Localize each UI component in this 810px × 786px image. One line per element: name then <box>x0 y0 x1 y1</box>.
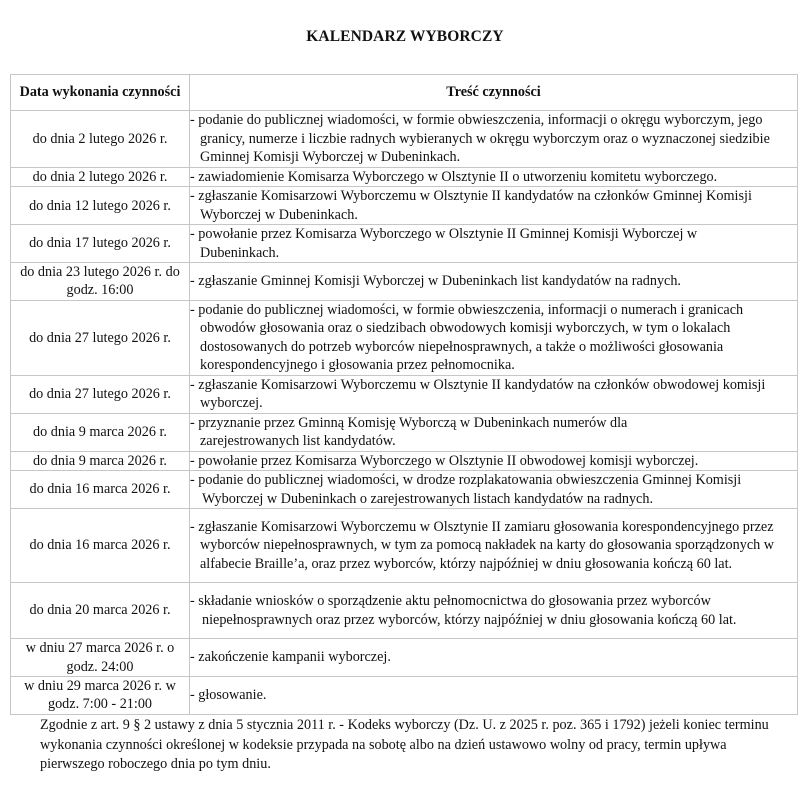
row-date: do dnia 23 lutego 2026 r. do godz. 16:00 <box>11 263 190 301</box>
row-task-text: - zgłaszanie Komisarzowi Wyborczemu w Olsztynie II kandydatów na członków Gminnej Komisji Wyborczej w Dubeninkach. <box>190 188 752 223</box>
table-row <box>11 509 798 583</box>
row-date: w dniu 29 marca 2026 r. w godz. 7:00 - 21:00 <box>11 677 190 715</box>
table-row <box>11 639 798 677</box>
table-row <box>11 168 798 187</box>
row-task-text: - zawiadomienie Komisarza Wyborczego w Olsztynie II o utworzeniu komitetu wyborczego. <box>190 169 718 185</box>
row-task <box>190 300 798 375</box>
table-row <box>11 225 798 263</box>
row-task <box>190 111 798 168</box>
row-task-text: - zgłaszanie Gminnej Komisji Wyborczej w Dubeninkach list kandydatów na radnych. <box>190 273 681 290</box>
row-date: do dnia 12 lutego 2026 r. <box>11 187 190 225</box>
row-task-text: - zgłaszanie Komisarzowi Wyborczemu w Olsztynie II kandydatów na członków obwodowej komisji wyborczej. <box>190 376 766 412</box>
row-task-text: - głosowanie. <box>190 687 267 704</box>
row-date: do dnia 16 marca 2026 r. <box>11 509 190 583</box>
table-row <box>11 111 798 168</box>
row-task-text: - zgłaszanie Komisarzowi Wyborczemu w Olsztynie II zamiaru głosowania korespondencyjnego przez wyborców niepełnosprawnych, w tym za pomocą nakładek na karty do głosowania sporządzonych w alfabecie Braille’a, oraz przez wyborców, którzy najpóźniej w dniu głosowania kończą 60 lat. <box>190 518 775 572</box>
row-task <box>190 639 798 677</box>
row-task <box>190 677 798 715</box>
row-date: do dnia 9 marca 2026 r. <box>11 451 190 470</box>
row-task <box>190 168 798 187</box>
row-task <box>190 263 798 301</box>
table-header-row <box>11 75 798 111</box>
table-row <box>11 375 798 413</box>
election-calendar-table <box>10 74 798 715</box>
row-task <box>190 375 798 413</box>
row-task-text: - powołanie przez Komisarza Wyborczego w Olsztynie II Gminnej Komisji Wyborczej w Dubeninkach. <box>190 226 698 261</box>
table-row <box>11 263 798 301</box>
row-date: do dnia 27 lutego 2026 r. <box>11 300 190 375</box>
table-row <box>11 187 798 225</box>
row-task-text: - podanie do publicznej wiadomości, w formie obwieszczenia, informacji o numerach i granicach obwodów głosowania oraz o siedzibach obwodowych komisji wyborczych, w tym o lokalach dostosowanych do potrzeb wyborców niepełnosprawnych, a także o możliwości głosowania korespondencyjnego i głosowania przez pełnomocnika. <box>190 302 744 374</box>
row-task <box>190 187 798 225</box>
table-row <box>11 300 798 375</box>
row-task <box>190 413 798 451</box>
table-row <box>11 413 798 451</box>
legal-footnote: Zgodnie z art. 9 § 2 ustawy z dnia 5 stycznia 2011 r. - Kodeks wyborczy (Dz. U. z 2025 r. poz. 365 i 1792) jeżeli koniec terminu wykonania czynności określonej w kodeksie przypada na sobotę albo na dzień ustawowo wolny od pracy, termin upływa pierwszego roboczego dnia po tym dniu. <box>40 717 769 772</box>
row-date: do dnia 20 marca 2026 r. <box>11 583 190 639</box>
table-row <box>11 583 798 639</box>
row-date: do dnia 16 marca 2026 r. <box>11 471 190 509</box>
row-task <box>190 583 798 639</box>
row-date: do dnia 2 lutego 2026 r. <box>11 168 190 187</box>
row-task-text: - przyznanie przez Gminną Komisję Wyborczą w Dubeninkach numerów dla zarejestrowanych list kandydatów. <box>190 414 628 450</box>
document-title: KALENDARZ WYBORCZY <box>306 28 504 45</box>
row-date: do dnia 17 lutego 2026 r. <box>11 225 190 263</box>
row-task-text: - podanie do publicznej wiadomości, w drodze rozplakatowania obwieszczenia Gminnej Komisji Wyborczej w Dubeninkach o zarejestrowanych listach kandydatów na radnych. <box>190 472 742 507</box>
header-date: Data wykonania czynności <box>11 75 190 111</box>
row-task-text: - podanie do publicznej wiadomości, w formie obwieszczenia, informacji o okręgu wyborczym, jego granicy, numerze i liczbie radnych wybieranych w okręgu wyborczym oraz o wyznaczonej siedzibie Gminnej Komisji Wyborczej w Dubeninkach. <box>190 112 770 166</box>
row-task-text: - zakończenie kampanii wyborczej. <box>190 649 391 666</box>
row-date: do dnia 2 lutego 2026 r. <box>11 111 190 168</box>
row-task <box>190 225 798 263</box>
table-row <box>11 451 798 470</box>
row-date: do dnia 27 lutego 2026 r. <box>11 375 190 413</box>
row-task <box>190 451 798 470</box>
row-task-text: - powołanie przez Komisarza Wyborczego w Olsztynie II obwodowej komisji wyborczej. <box>190 452 699 469</box>
row-date: do dnia 9 marca 2026 r. <box>11 413 190 451</box>
header-task: Treść czynności <box>190 75 798 111</box>
row-date: w dniu 27 marca 2026 r. o godz. 24:00 <box>11 639 190 677</box>
row-task <box>190 509 798 583</box>
row-task-text: - składanie wniosków o sporządzenie aktu pełnomocnictwa do głosowania przez wyborców niepełnosprawnych oraz przez wyborców, którzy najpóźniej w dniu głosowania kończą 60 lat. <box>190 593 737 628</box>
row-task <box>190 471 798 509</box>
table-row <box>11 677 798 715</box>
table-row <box>11 471 798 509</box>
